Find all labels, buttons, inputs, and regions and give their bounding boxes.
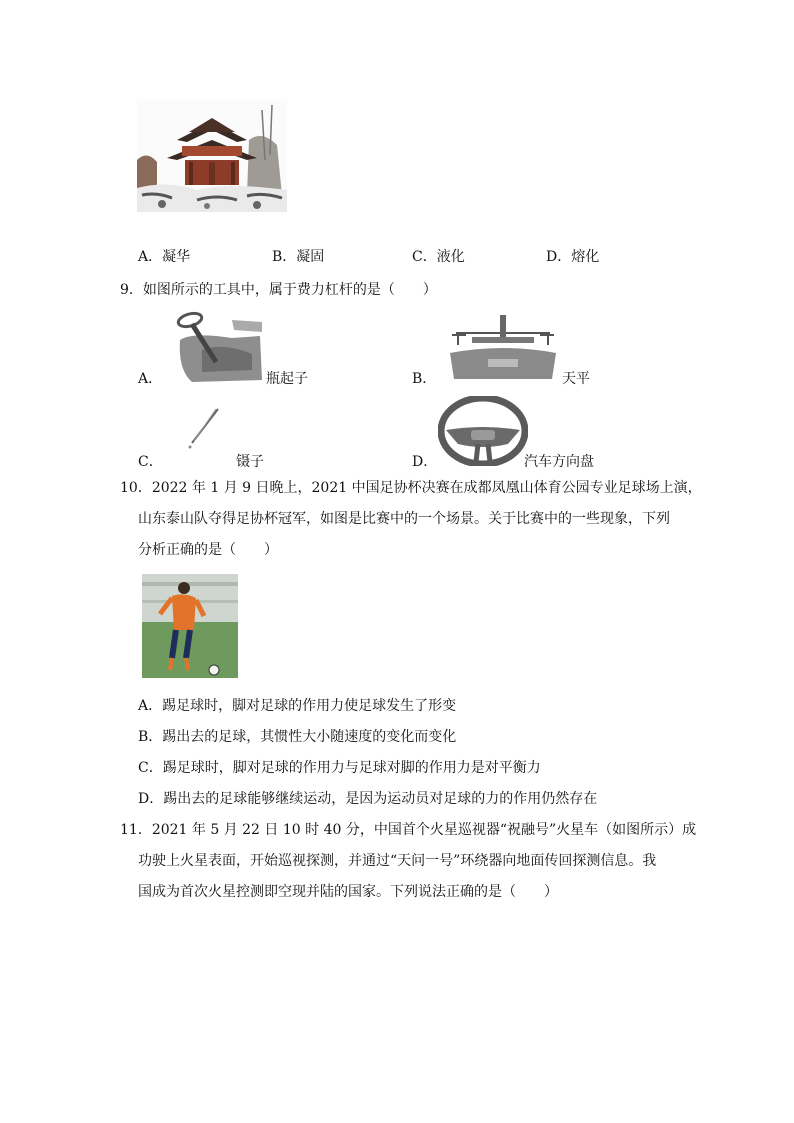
q8-option-d: D．熔化: [546, 249, 600, 265]
steering-wheel-image: [438, 396, 528, 466]
pavilion-snow-image: [137, 100, 287, 212]
balance-scale-image: [448, 313, 558, 381]
q10-stem-line-3: 分析正确的是（ ）: [138, 542, 278, 558]
q10-stem-line-1: 10．2022 年 1 月 9 日晚上，2021 中国足协杯决赛在成都凤凰山体育公园专业足球场上演，: [120, 480, 702, 496]
q9-option-d-letter: D．: [412, 454, 438, 470]
q8-option-b: B．凝固: [272, 249, 325, 265]
q9-option-a-label: 瓶起子: [266, 371, 308, 387]
q11-stem-line-1: 11．2021 年 5 月 22 日 10 时 40 分，中国首个火星巡视器“祝融号”火星车（如图所示）成: [120, 822, 697, 838]
q10-stem-line-2: 山东泰山队夺得足协杯冠军，如图是比赛中的一个场景。关于比赛中的一些现象，下列: [138, 511, 670, 527]
q9-stem: 9．如图所示的工具中，属于费力杠杆的是（ ）: [120, 282, 437, 298]
q11-stem-line-2: 功驶上火星表面，开始巡视探测，并通过“天问一号”环绕器向地面传回探测信息。我: [138, 853, 657, 869]
q9-option-b-letter: B．: [412, 371, 437, 387]
tweezers-image: [186, 407, 222, 451]
q8-option-c: C．液化: [412, 249, 465, 265]
q10-option-c: C．踢足球时，脚对足球的作用力与足球对脚的作用力是对平衡力: [138, 760, 541, 776]
q10-option-a: A．踢足球时，脚对足球的作用力使足球发生了形变: [138, 698, 457, 714]
bottle-opener-image: [172, 310, 264, 386]
q9-option-c-letter: C．: [138, 454, 163, 470]
q8-option-a: A．凝华: [138, 249, 191, 265]
q9-option-b-label: 天平: [562, 371, 590, 387]
q11-stem-line-3: 国成为首次火星控测即空现并陆的国家。下列说法正确的是（ ）: [138, 884, 558, 900]
q10-option-d: D．踢出去的足球能够继续运动，是因为运动员对足球的力的作用仍然存在: [138, 791, 598, 807]
football-player-image: [142, 574, 238, 678]
q10-option-b: B．踢出去的足球，其惯性大小随速度的变化而变化: [138, 729, 457, 745]
q9-option-d-label: 汽车方向盘: [524, 454, 594, 470]
q9-option-c-label: 镊子: [236, 454, 264, 470]
q9-option-a-letter: A．: [138, 371, 163, 387]
